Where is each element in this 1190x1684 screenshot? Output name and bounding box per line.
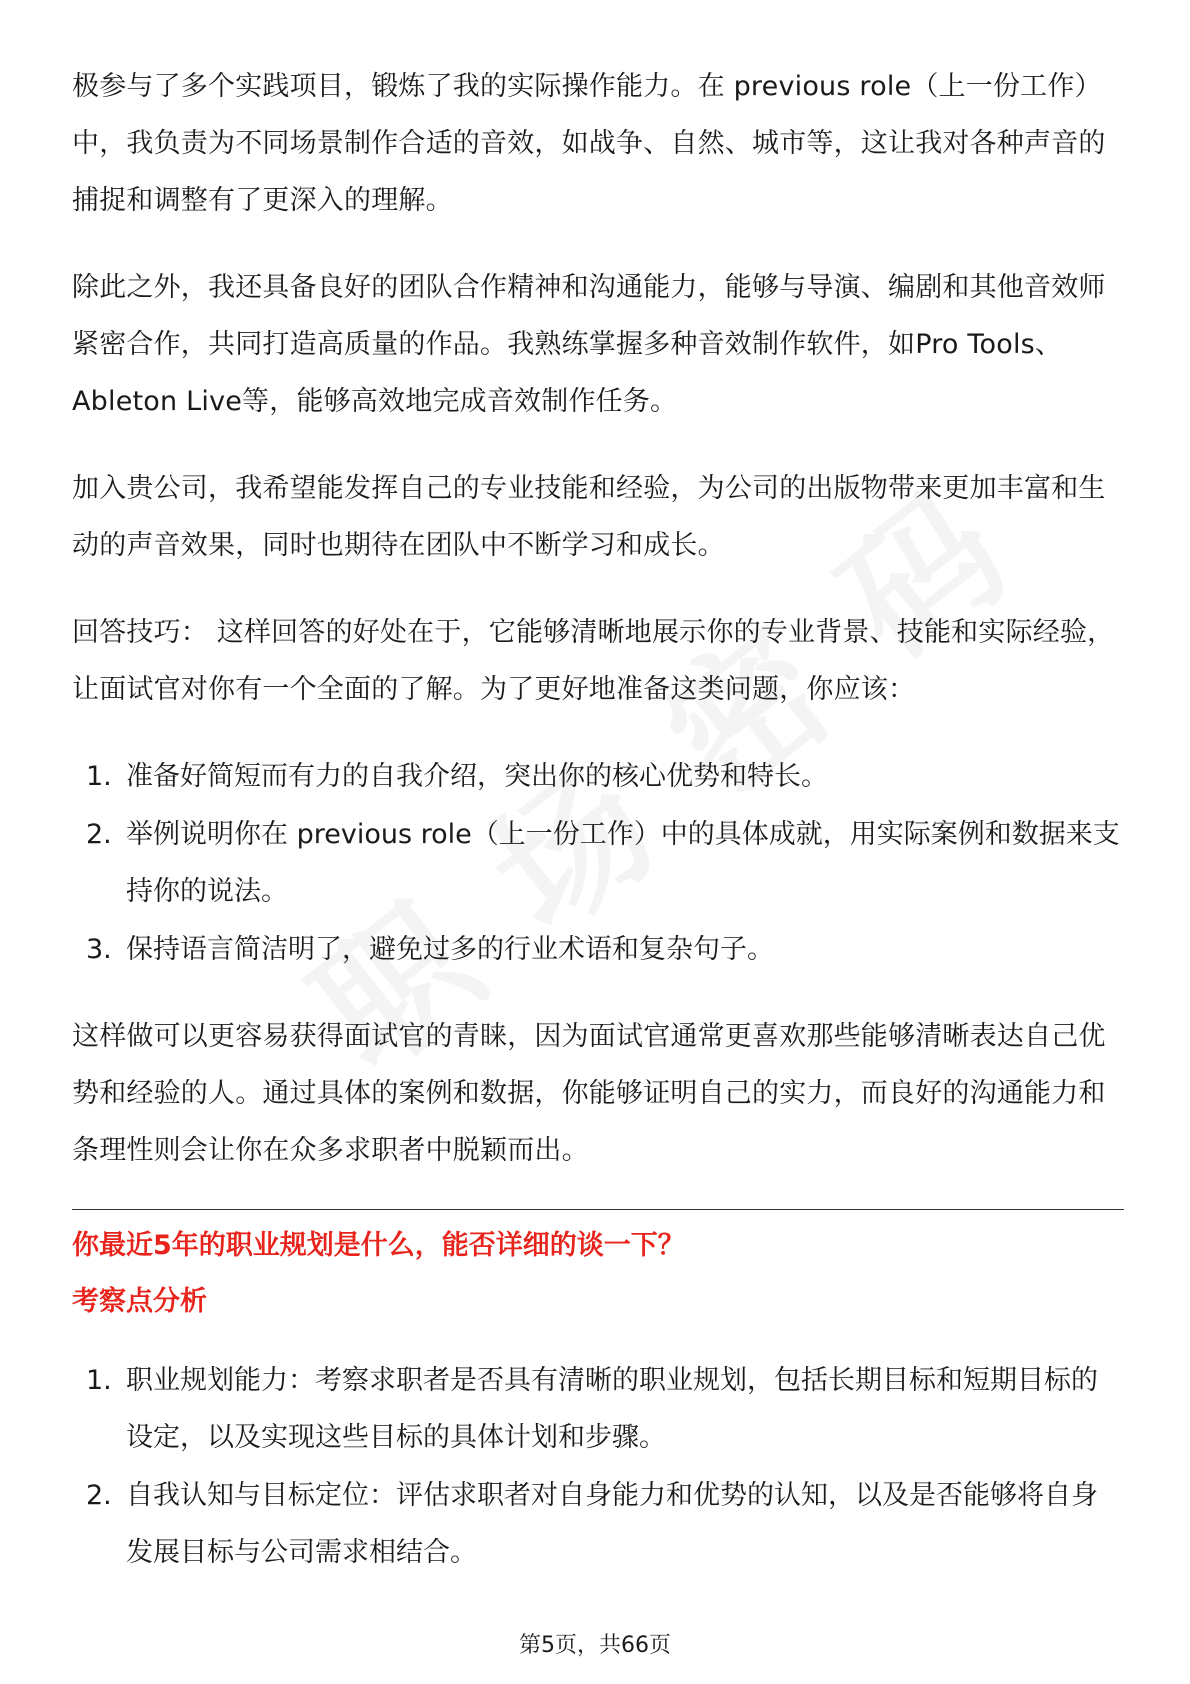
list-number: 2. xyxy=(86,1480,112,1511)
paragraph-closing: 这样做可以更容易获得面试官的青睐，因为面试官通常更喜欢那些能够清晰表达自己优势和经验的人。通过具体的案例和数据，你能够证明自己的实力，而良好的沟通能力和条理性则会让你在众多求职者中脱颖而出。 xyxy=(72,1021,1106,1166)
interview-question: 你最近5年的职业规划是什么，能否详细的谈一下？ xyxy=(72,1230,685,1261)
list-number: 1. xyxy=(86,761,112,792)
list-item xyxy=(72,921,1124,978)
list-item-text: 保持语言简洁明了，避免过多的行业术语和复杂句子。 xyxy=(126,934,774,965)
paragraph-answer-tips: 回答技巧： 这样回答的好处在于，它能够清晰地展示你的专业背景、技能和实际经验，让面试官对你有一个全面的了解。为了更好地准备这类问题，你应该： xyxy=(72,617,1115,705)
list-item-text: 职业规划能力：考察求职者是否具有清晰的职业规划，包括长期目标和短期目标的设定，以及实现这些目标的具体计划和步骤。 xyxy=(126,1365,1098,1453)
list-item xyxy=(72,806,1124,920)
paragraph-goals: 加入贵公司，我希望能发挥自己的专业技能和经验，为公司的出版物带来更加丰富和生动的声音效果，同时也期待在团队中不断学习和成长。 xyxy=(72,473,1106,561)
analysis-heading: 考察点分析 xyxy=(72,1286,207,1317)
document-page xyxy=(72,58,1124,1611)
paragraph-experience: 极参与了多个实践项目，锻炼了我的实际操作能力。在 previous role（上一份工作）中，我负责为不同场景制作合适的音效，如战争、自然、城市等，这让我对各种声音的捕捉和调整有了更深入的理解。 xyxy=(72,71,1106,216)
list-number: 2. xyxy=(86,819,112,850)
paragraph-teamwork: 除此之外，我还具备良好的团队合作精神和沟通能力，能够与导演、编剧和其他音效师紧密合作，共同打造高质量的作品。我熟练掌握多种音效制作软件，如Pro Tools、Ableton Live等，能够高效地完成音效制作任务。 xyxy=(72,272,1106,417)
list-item-text: 自我认知与目标定位：评估求职者对自身能力和优势的认知，以及是否能够将自身发展目标与公司需求相结合。 xyxy=(126,1480,1098,1568)
list-item xyxy=(72,1467,1124,1581)
section-divider xyxy=(72,1209,1124,1210)
list-item-text: 举例说明你在 previous role（上一份工作）中的具体成就，用实际案例和数据来支持你的说法。 xyxy=(126,819,1120,907)
list-item xyxy=(72,748,1124,805)
list-item xyxy=(72,1352,1124,1466)
tips-list xyxy=(72,748,1124,978)
list-number: 3. xyxy=(86,934,112,965)
analysis-list xyxy=(72,1352,1124,1581)
page-footer: 第5页，共66页 xyxy=(519,1633,671,1658)
list-number: 1. xyxy=(86,1365,112,1396)
list-item-text: 准备好简短而有力的自我介绍，突出你的核心优势和特长。 xyxy=(126,761,828,792)
